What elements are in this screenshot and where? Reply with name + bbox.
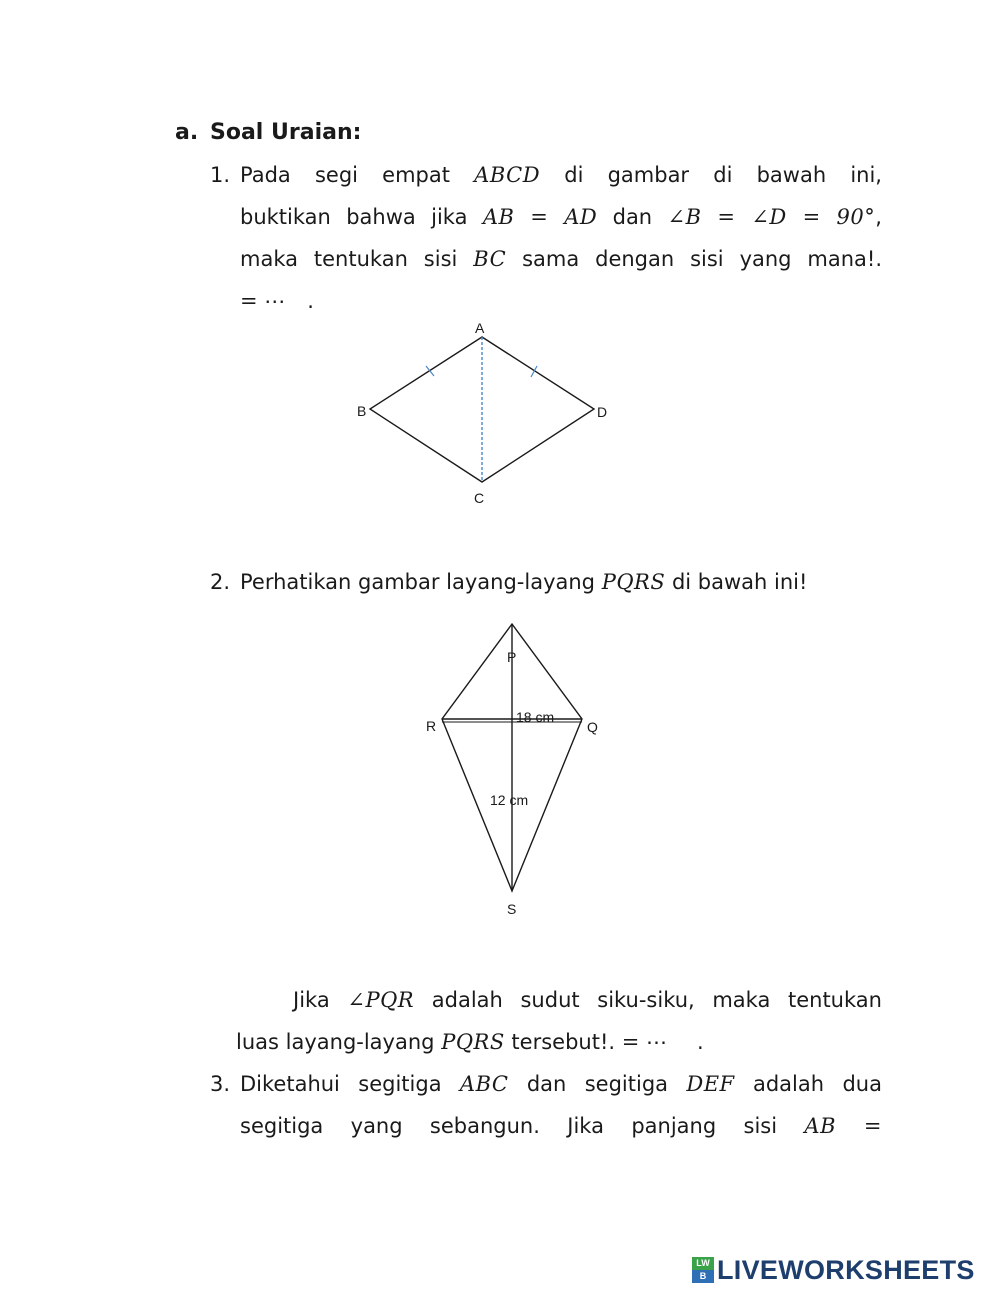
vertex-d-label: D	[597, 404, 608, 420]
vertex-r-label: R	[426, 718, 437, 734]
q2-number: 2.	[210, 570, 231, 594]
triangle-abc-math: ABC	[459, 1072, 509, 1096]
q1-number: 1.	[210, 163, 231, 187]
q1-answer-blank[interactable]: = ⋯	[240, 289, 286, 313]
vertex-p-label: P	[507, 649, 517, 665]
q3-line-1: Diketahui segitiga ABC dan segitiga DEF adalah dua	[240, 1072, 882, 1096]
q2-line-2: Jika ∠PQR adalah sudut siku-siku, maka tentukan	[293, 988, 882, 1012]
kite-pqrs-figure	[415, 612, 615, 922]
liveworksheets-mark-icon: LW B	[692, 1257, 714, 1283]
section-title: Soal Uraian:	[210, 120, 362, 145]
q3-number: 3.	[210, 1072, 231, 1096]
ab-equals-ad-math: AB = AD	[482, 205, 598, 229]
vertex-c-label: C	[474, 490, 485, 506]
kite-pqrs-math: PQRS	[601, 570, 666, 594]
quadrilateral-abcd-figure	[340, 310, 640, 515]
q1-line-1: Pada segi empat ABCD di gambar di bawah ini,	[240, 163, 882, 187]
angle-b-d-math: ∠B = ∠D = 90°	[667, 205, 876, 229]
q1-line-2: buktikan bahwa jika AB = AD dan ∠B = ∠D = 90°,	[240, 205, 882, 229]
section-letter: a.	[175, 120, 199, 145]
q2-answer-blank[interactable]: = ⋯	[621, 1030, 668, 1054]
kite-pqrs-math-2: PQRS	[441, 1030, 505, 1054]
q1-line-3: maka tentukan sisi BC sama dengan sisi yang mana!.	[240, 247, 883, 271]
vertex-b-label: B	[357, 403, 367, 419]
q1-line-4: = ⋯ .	[240, 289, 314, 313]
label-12cm: 12 cm	[490, 792, 529, 808]
q2-line-1: Perhatikan gambar layang-layang PQRS di bawah ini!	[240, 570, 808, 594]
q2-line-3: luas layang-layang PQRS tersebut!. = ⋯ .	[236, 1030, 704, 1054]
triangle-def-math: DEF	[686, 1072, 735, 1096]
side-ab-math: AB =	[804, 1114, 882, 1138]
angle-pqr-math: ∠PQR	[347, 988, 415, 1012]
liveworksheets-logo-text: LIVEWORKSHEETS	[717, 1254, 975, 1285]
vertex-q-label: Q	[587, 719, 598, 735]
quad-abcd-math: ABCD	[474, 163, 541, 187]
vertex-s-label: S	[507, 901, 517, 917]
liveworksheets-logo[interactable]	[692, 1253, 975, 1287]
vertex-a-label: A	[475, 320, 485, 336]
q3-line-2: segitiga yang sebangun. Jika panjang sisi AB =	[240, 1114, 882, 1138]
label-18cm: 18 cm	[516, 709, 555, 725]
side-bc-math: BC	[473, 247, 507, 271]
tick-ab	[426, 366, 434, 376]
